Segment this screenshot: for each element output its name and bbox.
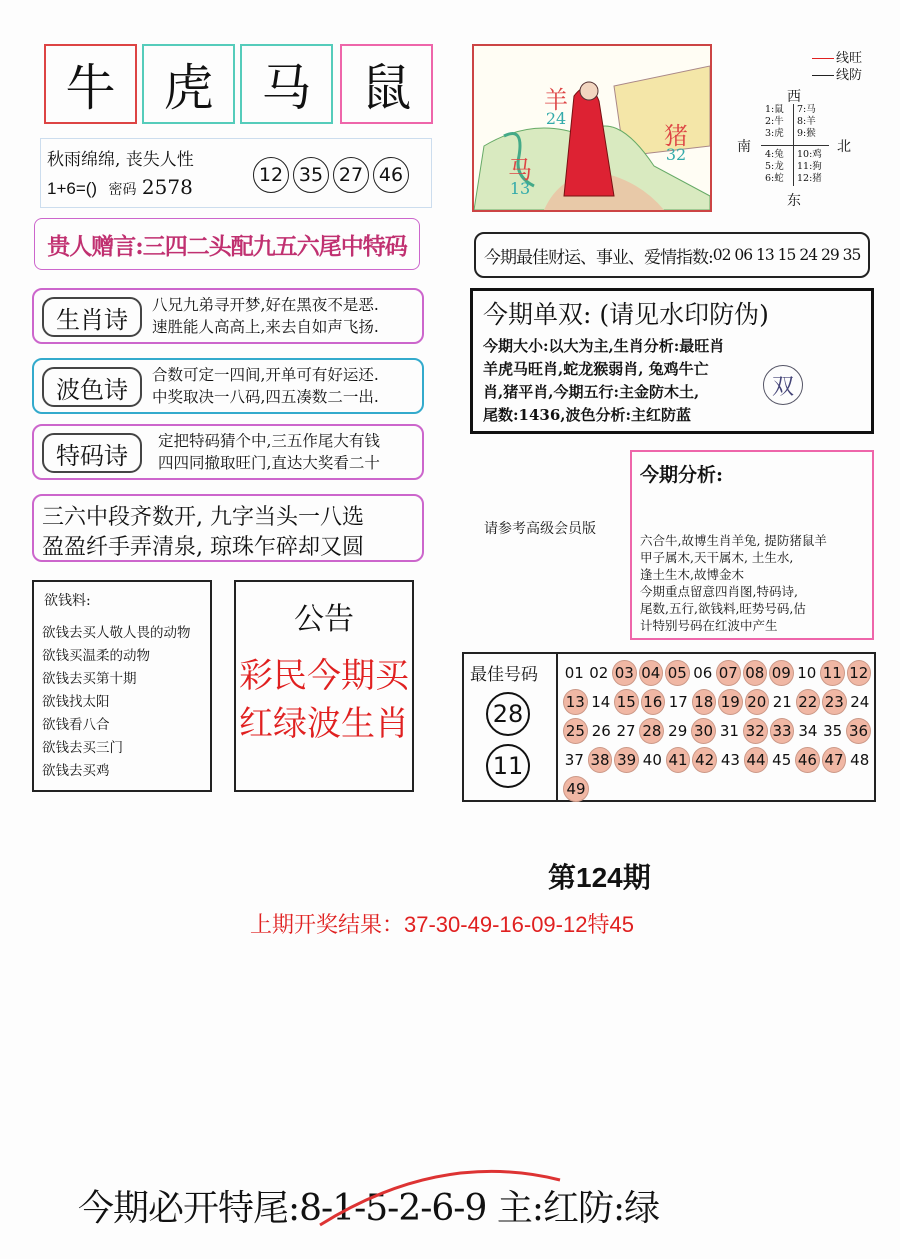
best-numbers-box [462,652,876,802]
compass-item: 9:猴 [797,128,816,139]
number-ball: 45 [772,750,792,769]
couplet-box [32,494,424,562]
label-num: 13 [509,179,531,198]
number-ball: 28 [639,718,664,744]
number-ball: 21 [772,692,792,711]
number-ball: 18 [692,689,717,715]
number-ball: 49 [563,776,589,802]
label-name: 羊 [544,86,568,114]
number-ball: 07 [716,660,741,686]
number-ball: 43 [720,750,740,769]
compass-west: 西 [787,89,801,105]
odd-even-line: 今期大小:以大为主,生肖分析:最旺肖 [483,337,725,355]
poem-line: 八兄九弟寻开梦,好在黑夜不是恶. [152,296,379,314]
color-poem [32,358,424,414]
zodiac-box-4: 鼠 [340,44,433,124]
analysis-title: 今期分析: [640,464,724,486]
odd-even-text [483,335,724,427]
watermark-stamp [763,365,803,405]
special-poem [32,424,424,480]
legend-red-label: 线旺 [836,51,863,66]
compass-item: 8:羊 [797,116,816,127]
notice-line: 红绿波生肖 [239,704,409,744]
number-ball: 09 [769,660,794,686]
poem-label: 波色诗 [42,367,142,407]
circled-number: 12 [253,157,289,193]
number-ball: 17 [668,692,688,711]
number-ball: 42 [692,747,717,773]
money-box [32,580,212,792]
number-ball: 22 [796,689,821,715]
zodiac-box-3: 马 [240,44,333,124]
money-item: 欲钱去买鸡 [42,763,110,779]
number-ball: 40 [642,750,662,769]
number-ball: 02 [589,663,609,682]
odd-even-box [470,288,874,434]
compass-item: 4:兔 [765,149,784,160]
notice-title: 公告 [294,602,354,637]
password-value: 2578 [141,175,193,199]
number-ball: 39 [614,747,639,773]
line-legend [812,50,862,84]
number-ball: 01 [564,663,584,682]
poem-line: 定把特码猜个中,三五作尾大有钱 [158,432,380,450]
number-ball: 13 [563,689,588,715]
compass-item: 7:马 [797,104,816,115]
number-ball: 48 [850,750,870,769]
number-ball: 34 [798,721,818,740]
label-name: 马 [508,156,532,184]
number-ball: 20 [745,689,770,715]
money-item: 欲钱找太阳 [42,694,110,710]
zodiac-box-1: 牛 [44,44,137,124]
analysis-text [640,532,827,634]
legend-red [812,50,862,67]
compass-item: 3:虎 [765,128,784,139]
number-ball: 05 [665,660,690,686]
circled-numbers [253,157,413,193]
label-name: 猪 [664,122,688,150]
poem-label: 生肖诗 [42,297,142,337]
odd-even-line: 肖,猪平肖,今期五行:主金防木土, [483,383,700,401]
poem-label: 特码诗 [42,433,142,473]
bottom-tail-line: 今期必开特尾:8-1-5-2-6-9 主:红防:绿 [78,1188,660,1229]
number-ball: 04 [639,660,664,686]
fortune-bar [474,232,870,278]
riddle-formula: 1+6=() [47,179,98,198]
compass [735,86,865,208]
number-ball: 44 [744,747,769,773]
number-ball: 25 [563,718,588,744]
notice-line: 彩民今期买 [239,656,409,696]
picture-label-sheep [544,80,568,128]
circled-number: 35 [293,157,329,193]
last-result: 上期开奖结果：37-30-49-16-09-12特45 [250,912,634,937]
compass-top-left [765,104,784,140]
poem-text [152,294,379,338]
analysis-line: 计特别号码在红波中产生 [640,618,778,633]
analysis-line: 尾数,五行,欲钱料,旺势号码,估 [640,601,806,616]
number-ball: 24 [850,692,870,711]
circled-number: 46 [373,157,409,193]
number-ball: 46 [795,747,820,773]
poem-line: 合数可定一四间,开单可有好运还. [152,366,379,384]
number-row [562,716,872,745]
number-ball: 41 [666,747,691,773]
number-ball: 35 [823,721,843,740]
label-num: 32 [665,145,687,164]
compass-item: 11:狗 [797,161,822,172]
number-ball: 10 [797,663,817,682]
compass-top-right [797,104,816,140]
issue-number: 第124期 [548,862,651,893]
best-pick-1: 28 [486,692,530,736]
poem-line: 速胜能人高高上,来去自如声飞扬. [152,318,379,336]
number-ball: 32 [743,718,768,744]
analysis-line: 六合牛,故博生肖羊兔, 提防猪鼠羊 [640,533,827,548]
number-ball: 29 [668,721,688,740]
odd-even-title: 今期单双: (请见水印防伪) [483,300,769,329]
number-row [562,745,872,774]
compass-item: 6:蛇 [765,173,784,184]
number-ball: 23 [822,689,847,715]
analysis-line: 逢土生木,故博金木 [640,567,744,582]
number-ball: 03 [612,660,637,686]
gift-banner-text: 贵人赠言:三四二头配九五六尾中特码 [47,232,407,260]
zodiac-poem [32,288,424,344]
password-label: 密码 [108,182,137,198]
number-ball: 12 [847,660,872,686]
zodiac-picture [472,44,712,212]
number-row [562,774,872,803]
number-ball: 37 [564,750,584,769]
compass-item: 1:鼠 [765,104,784,115]
fortune-label: 今期最佳财运、事业、爱情指数: [484,247,713,268]
number-ball: 33 [770,718,795,744]
number-ball: 30 [691,718,716,744]
number-row [562,687,872,716]
number-ball: 31 [719,721,739,740]
number-grid [562,658,872,803]
number-ball: 38 [588,747,613,773]
number-ball: 19 [718,689,743,715]
compass-bottom-left [765,149,784,185]
compass-bottom-right [797,149,822,185]
number-ball: 11 [820,660,845,686]
odd-even-line: 羊虎马旺肖,蛇龙猴弱肖, 兔鸡牛亡 [483,360,709,378]
riddle-line2 [47,175,193,199]
compass-item: 5:龙 [765,161,784,172]
riddle-box [40,138,432,208]
poem-line: 四四同撤取旺门,直达大奖看二十 [158,454,380,472]
couplet-line: 三六中段齐数开, 九字当头一八选 [42,505,364,530]
legend-black [812,67,862,84]
member-note: 请参考高级会员版 [484,521,596,537]
best-numbers-label: 最佳号码 [470,665,538,685]
legend-black-label: 线防 [836,68,863,83]
fortune-numbers: 02 06 13 15 24 29 35 [712,246,861,264]
number-ball: 16 [641,689,666,715]
notice-box [234,580,414,792]
compass-item: 2:牛 [765,116,784,127]
poem-text [158,430,380,474]
picture-label-pig [664,116,688,164]
money-item: 欲钱买温柔的动物 [42,648,150,664]
label-num: 24 [545,109,567,128]
number-ball: 08 [743,660,768,686]
riddle-line1: 秋雨绵绵, 丧失人性 [47,150,194,170]
compass-south: 南 [737,139,751,155]
compass-east: 东 [787,193,801,209]
zodiac-box-2: 虎 [142,44,235,124]
couplet-line: 盈盈纤手弄清泉, 琼珠乍碎却又圆 [42,535,364,560]
watermark-text: 双 [771,374,794,400]
money-item: 欲钱去买第十期 [42,671,137,687]
odd-even-line: 尾数:1436,波色分析:主红防蓝 [483,406,692,424]
best-pick-2: 11 [486,744,530,788]
number-ball: 27 [616,721,636,740]
number-ball: 47 [822,747,847,773]
number-ball: 36 [846,718,871,744]
analysis-line: 今期重点留意四肖图,特码诗, [640,584,798,599]
circled-number: 27 [333,157,369,193]
number-ball: 14 [591,692,611,711]
number-ball: 26 [591,721,611,740]
compass-north: 北 [837,139,851,155]
money-title: 欲钱料: [44,593,91,609]
number-ball: 06 [693,663,713,682]
money-item: 欲钱去买三门 [42,740,123,756]
money-list [42,622,191,783]
gift-banner [34,218,420,270]
number-ball: 15 [614,689,639,715]
money-item: 欲钱看八合 [42,717,110,733]
analysis-line: 甲子属木,天干属木, 土生水, [640,550,794,565]
picture-label-horse [508,150,532,198]
money-item: 欲钱去买人敬人畏的动物 [42,625,191,641]
compass-item: 12:猪 [797,173,822,184]
compass-item: 10:鸡 [797,149,822,160]
poem-text [152,364,379,408]
number-row [562,658,872,687]
poem-line: 中奖取决一八码,四五凑数二一出. [152,388,379,406]
